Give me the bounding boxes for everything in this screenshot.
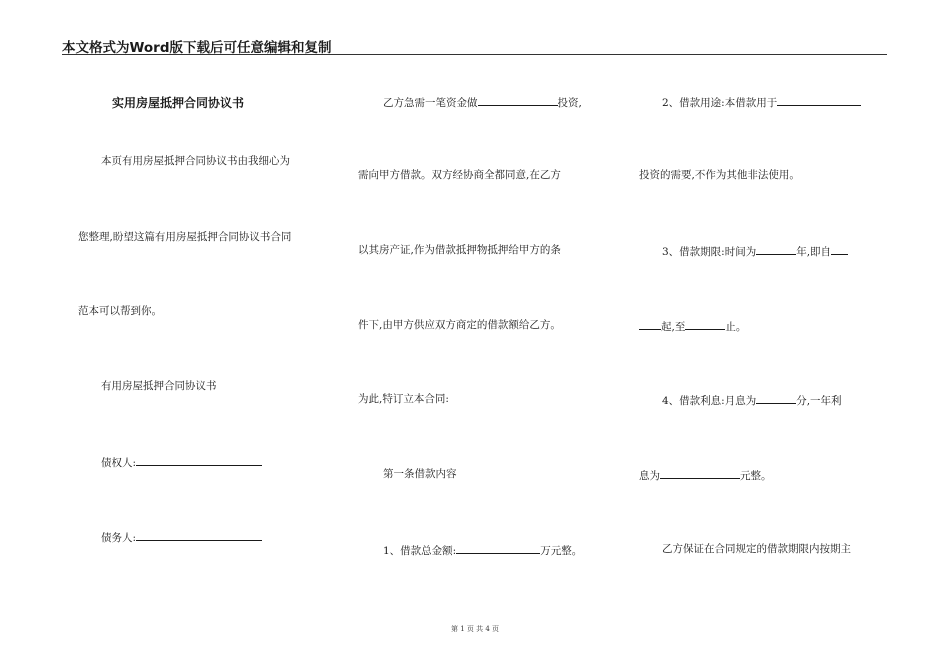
creditor-label: 债权人:	[101, 457, 137, 469]
interest-cont	[639, 467, 772, 483]
interest-label: 4、借款利息:月息为	[662, 395, 757, 407]
contract-subtitle: 有用房屋抵押合同协议书	[101, 380, 217, 392]
interest-amount-label: 息为	[639, 470, 660, 482]
loan-term-from: 起,至	[661, 321, 686, 333]
col2-line-1-b: 投资,	[557, 97, 582, 109]
loan-term-start-blank-2	[639, 318, 661, 330]
page-header	[62, 34, 887, 55]
loan-term-years-unit: 年,即自	[796, 246, 832, 258]
col2-line-5: 为此,特订立本合同:	[358, 393, 449, 405]
loan-term-cont	[639, 318, 746, 334]
document-title: 实用房屋抵押合同协议书	[112, 96, 245, 110]
debtor-blank	[136, 529, 262, 541]
loan-term-end-blank	[685, 318, 725, 330]
loan-term-row	[662, 243, 848, 259]
intro-line-2: 您整理,盼望这篇有用房屋抵押合同协议书合同	[78, 231, 292, 243]
page-footer: 第 1 页 共 4 页	[450, 625, 500, 633]
col2-line-1-a: 乙方急需一笔资金做	[383, 97, 478, 109]
investment-blank	[478, 94, 558, 106]
loan-amount-blank	[456, 542, 540, 554]
loan-term-years-blank	[756, 243, 796, 255]
debtor-label: 债务人:	[101, 532, 137, 544]
loan-term-label: 3、借款期限:时间为	[662, 246, 757, 258]
interest-rate-unit: 分,一年利	[796, 395, 842, 407]
loan-amount-row	[383, 542, 582, 558]
loan-term-start-blank	[831, 243, 848, 255]
col2-line-1	[383, 94, 582, 110]
header-text: 本文格式为Word版下载后可任意编辑和复制	[62, 40, 332, 56]
loan-purpose-row	[662, 94, 861, 110]
section-title: 第一条借款内容	[383, 468, 457, 480]
loan-term-to: 止。	[725, 321, 747, 333]
loan-purpose-blank	[777, 94, 861, 106]
loan-amount-label: 1、借款总金额:	[383, 545, 457, 557]
interest-row	[662, 392, 842, 408]
loan-purpose-label: 2、借款用途:本借款用于	[662, 97, 778, 109]
loan-amount-unit: 万元整。	[540, 545, 583, 557]
loan-purpose-cont: 投资的需要,不作为其他非法使用。	[639, 169, 800, 181]
col2-line-2: 需向甲方借款。双方经协商全都同意,在乙方	[358, 169, 561, 181]
col2-line-3: 以其房产证,作为借款抵押物抵押给甲方的条	[358, 244, 561, 256]
interest-amount-blank	[660, 467, 740, 479]
creditor-blank	[136, 454, 262, 466]
interest-amount-unit: 元整。	[740, 470, 772, 482]
interest-rate-blank	[756, 392, 796, 404]
debtor-row	[101, 529, 262, 545]
creditor-row	[101, 454, 262, 470]
col2-line-4: 件下,由甲方供应双方商定的借款额给乙方。	[358, 319, 561, 331]
intro-line-3: 范本可以帮到你。	[78, 305, 162, 317]
intro-line-1: 本页有用房屋抵押合同协议书由我细心为	[101, 155, 290, 167]
guarantee-line: 乙方保证在合同规定的借款期限内按期主	[662, 543, 851, 555]
